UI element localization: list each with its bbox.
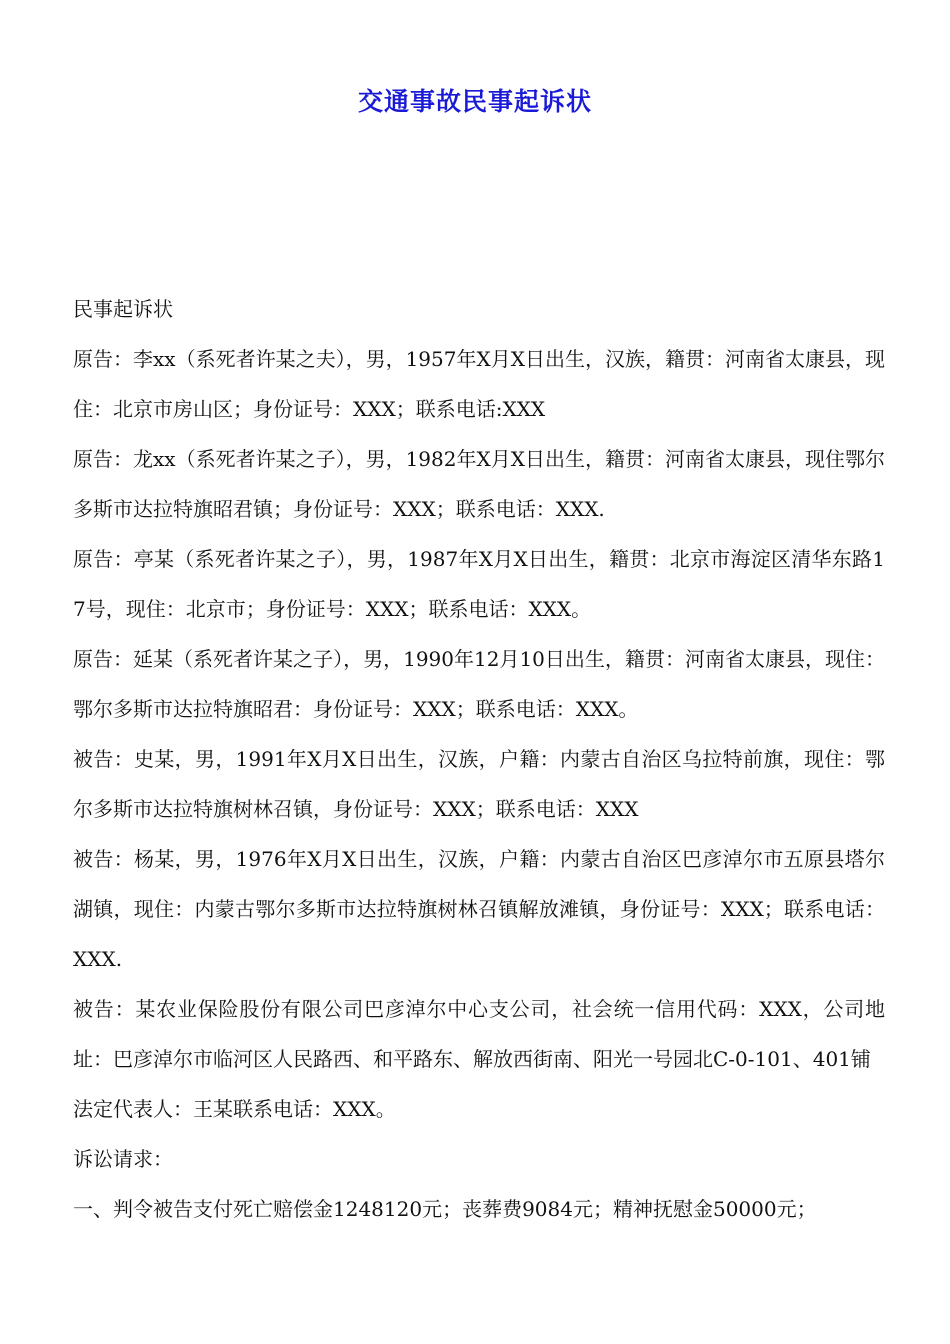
paragraph-plaintiff-2: 原告：龙xx（系死者许某之子），男，1982年X月X日出生，籍贯：河南省太康县，现住鄂尔多斯市达拉特旗昭君镇；身份证号：XXX；联系电话：XXX.	[73, 447, 885, 521]
paragraph-plaintiff-4: 原告：延某（系死者许某之子），男，1990年12月10日出生，籍贯：河南省太康县，现住：鄂尔多斯市达拉特旗昭君：身份证号：XXX；联系电话：XXX。	[73, 647, 885, 721]
document-body	[73, 284, 885, 1234]
paragraph-defendant-1: 被告：史某，男，1991年X月X日出生，汉族，户籍：内蒙古自治区乌拉特前旗，现住：鄂尔多斯市达拉特旗树林召镇，身份证号：XXX；联系电话：XXX	[73, 747, 885, 821]
paragraph-heading: 民事起诉状	[73, 297, 173, 321]
paragraph-plaintiff-3: 原告：亭某（系死者许某之子），男，1987年X月X日出生，籍贯：北京市海淀区清华东路17号，现住：北京市；身份证号：XXX；联系电话：XXX。	[73, 547, 885, 621]
paragraph-legal-representative: 法定代表人：王某联系电话：XXX。	[73, 1097, 396, 1121]
document-title: 交通事故民事起诉状	[357, 87, 592, 116]
paragraph-claims-heading: 诉讼请求：	[73, 1147, 173, 1171]
paragraph-claim-1: 一、判令被告支付死亡赔偿金1248120元；丧葬费9084元；精神抚慰金50000元；	[73, 1197, 817, 1221]
paragraph-plaintiff-1: 原告：李xx（系死者许某之夫），男，1957年X月X日出生，汉族，籍贯：河南省太康县，现住：北京市房山区；身份证号：XXX；联系电话:XXX	[73, 347, 885, 421]
paragraph-defendant-3: 被告：某农业保险股份有限公司巴彦淖尔中心支公司，社会统一信用代码：XXX，公司地址：巴彦淖尔市临河区人民路西、和平路东、解放西街南、阳光一号园北C-0-101、401铺	[73, 997, 885, 1071]
paragraph-defendant-2: 被告：杨某，男，1976年X月X日出生，汉族，户籍：内蒙古自治区巴彦淖尔市五原县塔尔湖镇，现住：内蒙古鄂尔多斯市达拉特旗树林召镇解放滩镇，身份证号：XXX；联系电话：XXX.	[73, 847, 885, 971]
